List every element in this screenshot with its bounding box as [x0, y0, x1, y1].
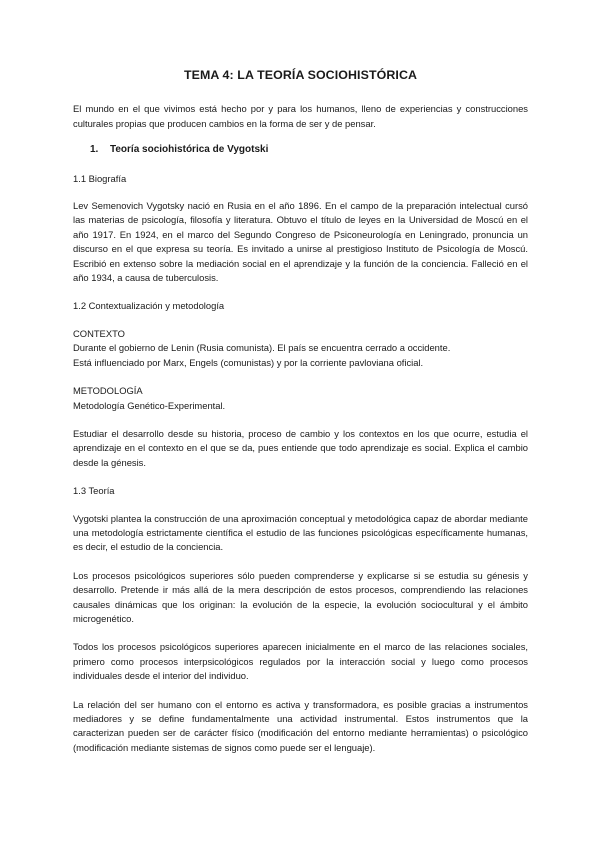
section-number: 1.: [90, 144, 99, 156]
metodologia-label: METODOLOGÍA: [73, 385, 143, 397]
section-heading: [90, 143, 528, 157]
teoria-paragraph-1: Vygotski plantea la construcción de una aproximación conceptual y metodológica capaz de abordar mediante una metodología estrictamente científica el estudio de las funciones psicológicas específicamente humanas, es decir, el estudio de la conciencia.: [73, 512, 528, 553]
biografia-paragraph: Lev Semenovich Vygotsky nació en Rusia en el año 1896. En el campo de la preparación intelectual cursó las materias de psicología, filosofía y literatura. Obtuvo el título de leyes en la Universidad de Moscú en el año 1917. En 1924, en el marco del Segundo Congreso de Psiconeurología en Leningrado, pronuncia un discurso en el que expresa su teoría. Es invitado a unirse al prestigioso Instituto de Psicología de Moscú. Escribió en extenso sobre la mediación social en el aprendizaje y la función de la conciencia. Falleció en el año 1934, a causa de tuberculosis.: [73, 200, 528, 284]
metodologia-text: Metodología Genético-Experimental.: [73, 399, 226, 411]
teoria-paragraph-3: Todos los procesos psicológicos superiores aparecen inicialmente en el marco de las relaciones sociales, primero como procesos interpsicológicos regulados por la interacción social y luego como procesos individuales desde el interior del individuo.: [73, 641, 528, 682]
teoria-paragraph-4: La relación del ser humano con el entorno es activa y transformadora, es posible gracias a instrumentos mediadores y se define fundamentalmente una actividad instrumental. Estos instrumentos que la caracterizan pueden ser de carácter físico (modificación del entorno mediante herramientas) o psicológico (modificación mediante sistemas de signos como puede ser el lenguaje).: [73, 698, 528, 753]
estudio-paragraph: Estudiar el desarrollo desde su historia, proceso de cambio y los contextos en los que ocurre, estudia el aprendizaje en el contexto en el que se da, pues entiende que todo aprendizaje es social. Explica el cambio desde la génesis.: [73, 427, 528, 468]
teoria-heading: 1.3 Teoría: [73, 485, 115, 497]
biografia-heading: 1.1 Biografía: [73, 172, 127, 184]
contexto-label: CONTEXTO: [73, 327, 125, 339]
section-title: Teoría sociohistórica de Vygotski: [110, 144, 269, 156]
contexto-line-2: Está influenciado por Marx, Engels (comunistas) y por la corriente pavloviana oficial.: [73, 356, 424, 368]
contexto-heading: 1.2 Contextualización y metodología: [73, 300, 225, 312]
teoria-paragraph-2: Los procesos psicológicos superiores sólo pueden comprenderse y explicarse si se estudia su génesis y desarrollo. Pretende ir más allá de la mera descripción de estos procesos, comprendiendo las relaciones causales dinámicas que los originan: la evolución de la especie, la evolución sociocultural y el ámbito microgenético.: [73, 569, 528, 624]
metodologia-block: [73, 384, 528, 413]
contexto-line-1: Durante el gobierno de Lenin (Rusia comunista). El país se encuentra cerrado a occidente.: [73, 342, 451, 354]
contexto-block: [73, 327, 528, 370]
document-title: TEMA 4: LA TEORÍA SOCIOHISTÓRICA: [183, 68, 418, 82]
intro-paragraph: El mundo en el que vivimos está hecho por y para los humanos, lleno de experiencias y construcciones culturales propias que producen cambios en la forma de ser y de pensar.: [73, 103, 528, 129]
